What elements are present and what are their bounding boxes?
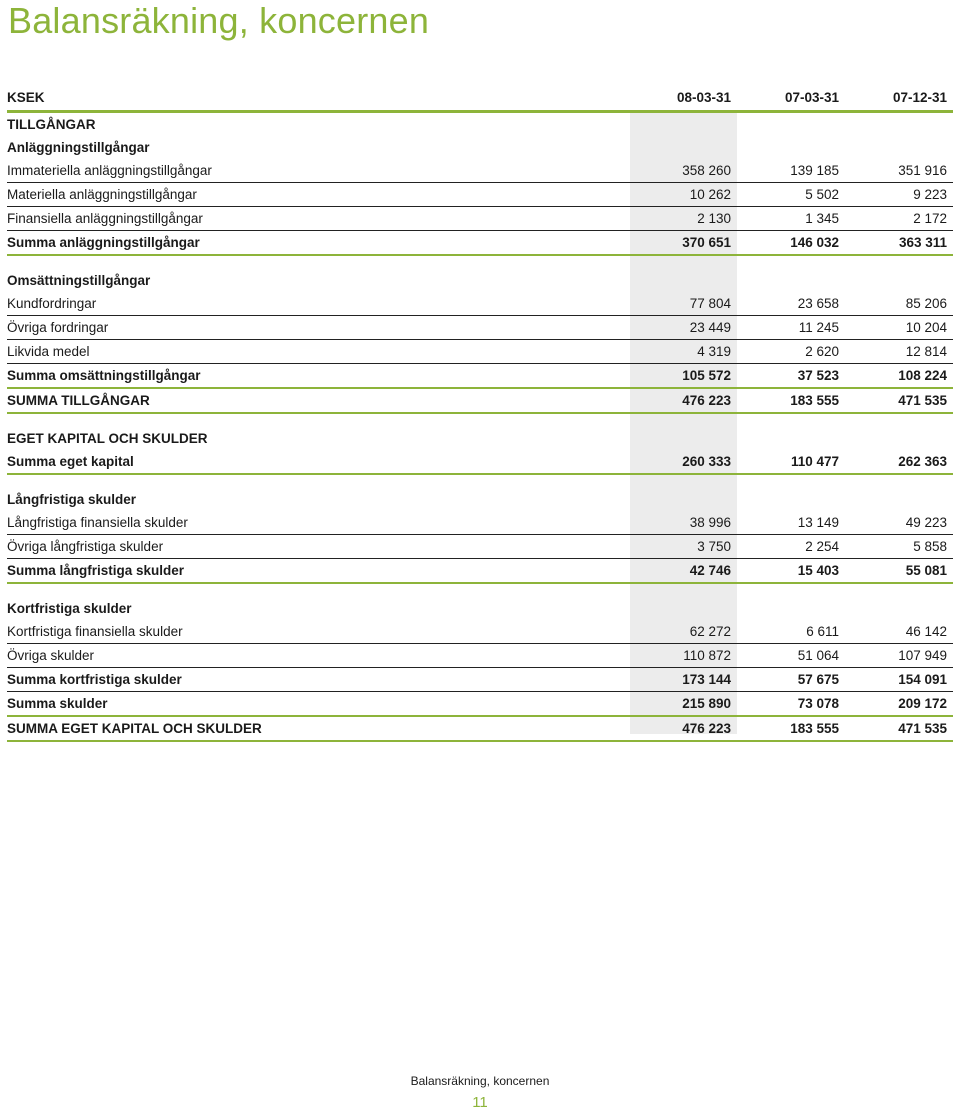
row-spacer — [7, 584, 953, 597]
row-value-col-3: 471 535 — [898, 393, 947, 408]
row-value-col-1: 173 144 — [682, 672, 731, 687]
table-row — [7, 231, 953, 256]
row-value-col-1: 4 319 — [697, 344, 731, 359]
row-label: Kortfristiga finansiella skulder — [7, 624, 183, 639]
table-row — [7, 511, 953, 535]
table-row — [7, 340, 953, 364]
row-value-col-2: 15 403 — [797, 563, 839, 578]
table-row — [7, 450, 953, 475]
row-value-col-2: 11 245 — [798, 320, 839, 335]
row-label: EGET KAPITAL OCH SKULDER — [7, 431, 208, 446]
table-row — [7, 136, 953, 159]
row-value-col-3: 351 916 — [898, 163, 947, 178]
row-label: Övriga skulder — [7, 648, 95, 663]
table-row — [7, 535, 953, 559]
row-label: Kortfristiga skulder — [7, 601, 132, 616]
table-row — [7, 717, 953, 742]
row-label: Anläggningstillgångar — [7, 140, 150, 155]
row-value-col-1: 476 223 — [682, 393, 731, 408]
row-value-col-1: 42 746 — [689, 563, 731, 578]
header-col-2: 07-03-31 — [784, 90, 839, 105]
row-value-col-2: 23 658 — [797, 296, 839, 311]
row-label: TILLGÅNGAR — [7, 117, 96, 132]
row-label: Summa omsättningstillgångar — [7, 368, 201, 383]
row-label: Immateriella anläggningstillgångar — [7, 163, 212, 178]
row-value-col-3: 85 206 — [905, 296, 947, 311]
row-value-col-1: 62 272 — [689, 624, 731, 639]
table-row — [7, 113, 953, 136]
table-header-row — [7, 86, 953, 113]
row-value-col-1: 3 750 — [697, 539, 731, 554]
row-value-col-1: 476 223 — [682, 721, 731, 736]
table-row — [7, 644, 953, 668]
table-row — [7, 668, 953, 692]
row-value-col-3: 55 081 — [905, 563, 947, 578]
header-col-3: 07-12-31 — [892, 90, 947, 105]
table-row — [7, 559, 953, 584]
table-row — [7, 269, 953, 292]
row-value-col-1: 370 651 — [682, 235, 731, 250]
row-label: Materiella anläggningstillgångar — [7, 187, 197, 202]
row-value-col-2: 73 078 — [797, 696, 839, 711]
row-value-col-3: 46 142 — [905, 624, 947, 639]
row-value-col-3: 49 223 — [905, 515, 947, 530]
row-value-col-2: 183 555 — [790, 721, 839, 736]
row-spacer — [7, 475, 953, 488]
row-value-col-2: 1 345 — [805, 211, 839, 226]
row-value-col-3: 107 949 — [898, 648, 947, 663]
row-value-col-2: 183 555 — [790, 393, 839, 408]
row-value-col-2: 57 675 — [797, 672, 839, 687]
row-label: Övriga fordringar — [7, 320, 109, 335]
row-value-col-1: 110 872 — [683, 648, 731, 663]
row-value-col-1: 358 260 — [682, 163, 731, 178]
row-value-col-1: 260 333 — [682, 454, 731, 469]
footer-text: Balansräkning, koncernen — [410, 1074, 550, 1088]
row-value-col-3: 10 204 — [905, 320, 947, 335]
table-row — [7, 316, 953, 340]
row-value-col-2: 2 254 — [805, 539, 839, 554]
table-row — [7, 364, 953, 389]
table-row — [7, 207, 953, 231]
row-value-col-2: 2 620 — [805, 344, 839, 359]
page-number: 11 — [472, 1094, 488, 1111]
row-value-col-2: 5 502 — [805, 187, 839, 202]
table-row — [7, 183, 953, 207]
table-row — [7, 488, 953, 511]
header-unit-label: KSEK — [7, 90, 45, 105]
row-value-col-3: 12 814 — [905, 344, 947, 359]
row-value-col-1: 77 804 — [689, 296, 731, 311]
row-value-col-2: 110 477 — [790, 454, 839, 469]
row-value-col-3: 108 224 — [898, 368, 947, 383]
row-value-col-1: 10 262 — [689, 187, 731, 202]
row-label: Summa anläggningstillgångar — [7, 235, 200, 250]
table-row — [7, 692, 953, 717]
row-value-col-3: 154 091 — [898, 672, 947, 687]
row-value-col-3: 471 535 — [898, 721, 947, 736]
row-value-col-2: 146 032 — [790, 235, 839, 250]
row-label: Långfristiga skulder — [7, 492, 137, 507]
row-value-col-2: 139 185 — [790, 163, 839, 178]
table-row — [7, 620, 953, 644]
row-value-col-1: 215 890 — [682, 696, 731, 711]
row-label: Övriga långfristiga skulder — [7, 539, 164, 554]
row-value-col-2: 6 611 — [806, 624, 839, 639]
row-label: Finansiella anläggningstillgångar — [7, 211, 203, 226]
row-label: Summa långfristiga skulder — [7, 563, 185, 578]
table-row — [7, 292, 953, 316]
balance-sheet-table — [7, 86, 953, 742]
row-label: Likvida medel — [7, 344, 90, 359]
row-spacer — [7, 414, 953, 427]
row-label: Summa kortfristiga skulder — [7, 672, 182, 687]
table-body — [7, 113, 953, 742]
header-col-1: 08-03-31 — [676, 90, 731, 105]
row-label: Omsättningstillgångar — [7, 273, 151, 288]
table-row — [7, 159, 953, 183]
row-label: SUMMA TILLGÅNGAR — [7, 393, 150, 408]
row-value-col-3: 2 172 — [913, 211, 947, 226]
row-value-col-1: 2 130 — [697, 211, 731, 226]
row-value-col-1: 23 449 — [689, 320, 731, 335]
row-label: Långfristiga finansiella skulder — [7, 515, 188, 530]
row-label: Summa skulder — [7, 696, 108, 711]
row-value-col-3: 262 363 — [898, 454, 947, 469]
row-label: Kundfordringar — [7, 296, 97, 311]
row-value-col-2: 13 149 — [797, 515, 839, 530]
row-label: SUMMA EGET KAPITAL OCH SKULDER — [7, 721, 262, 736]
page-title: Balansräkning, koncernen — [8, 0, 430, 41]
table-row — [7, 597, 953, 620]
row-value-col-1: 105 572 — [682, 368, 731, 383]
row-value-col-3: 363 311 — [898, 235, 947, 250]
row-label: Summa eget kapital — [7, 454, 134, 469]
table-row — [7, 427, 953, 450]
row-value-col-3: 5 858 — [913, 539, 947, 554]
row-value-col-3: 9 223 — [913, 187, 947, 202]
table-row — [7, 389, 953, 414]
row-value-col-2: 37 523 — [797, 368, 839, 383]
row-value-col-2: 51 064 — [797, 648, 839, 663]
row-value-col-3: 209 172 — [898, 696, 947, 711]
row-value-col-1: 38 996 — [689, 515, 731, 530]
row-spacer — [7, 256, 953, 269]
